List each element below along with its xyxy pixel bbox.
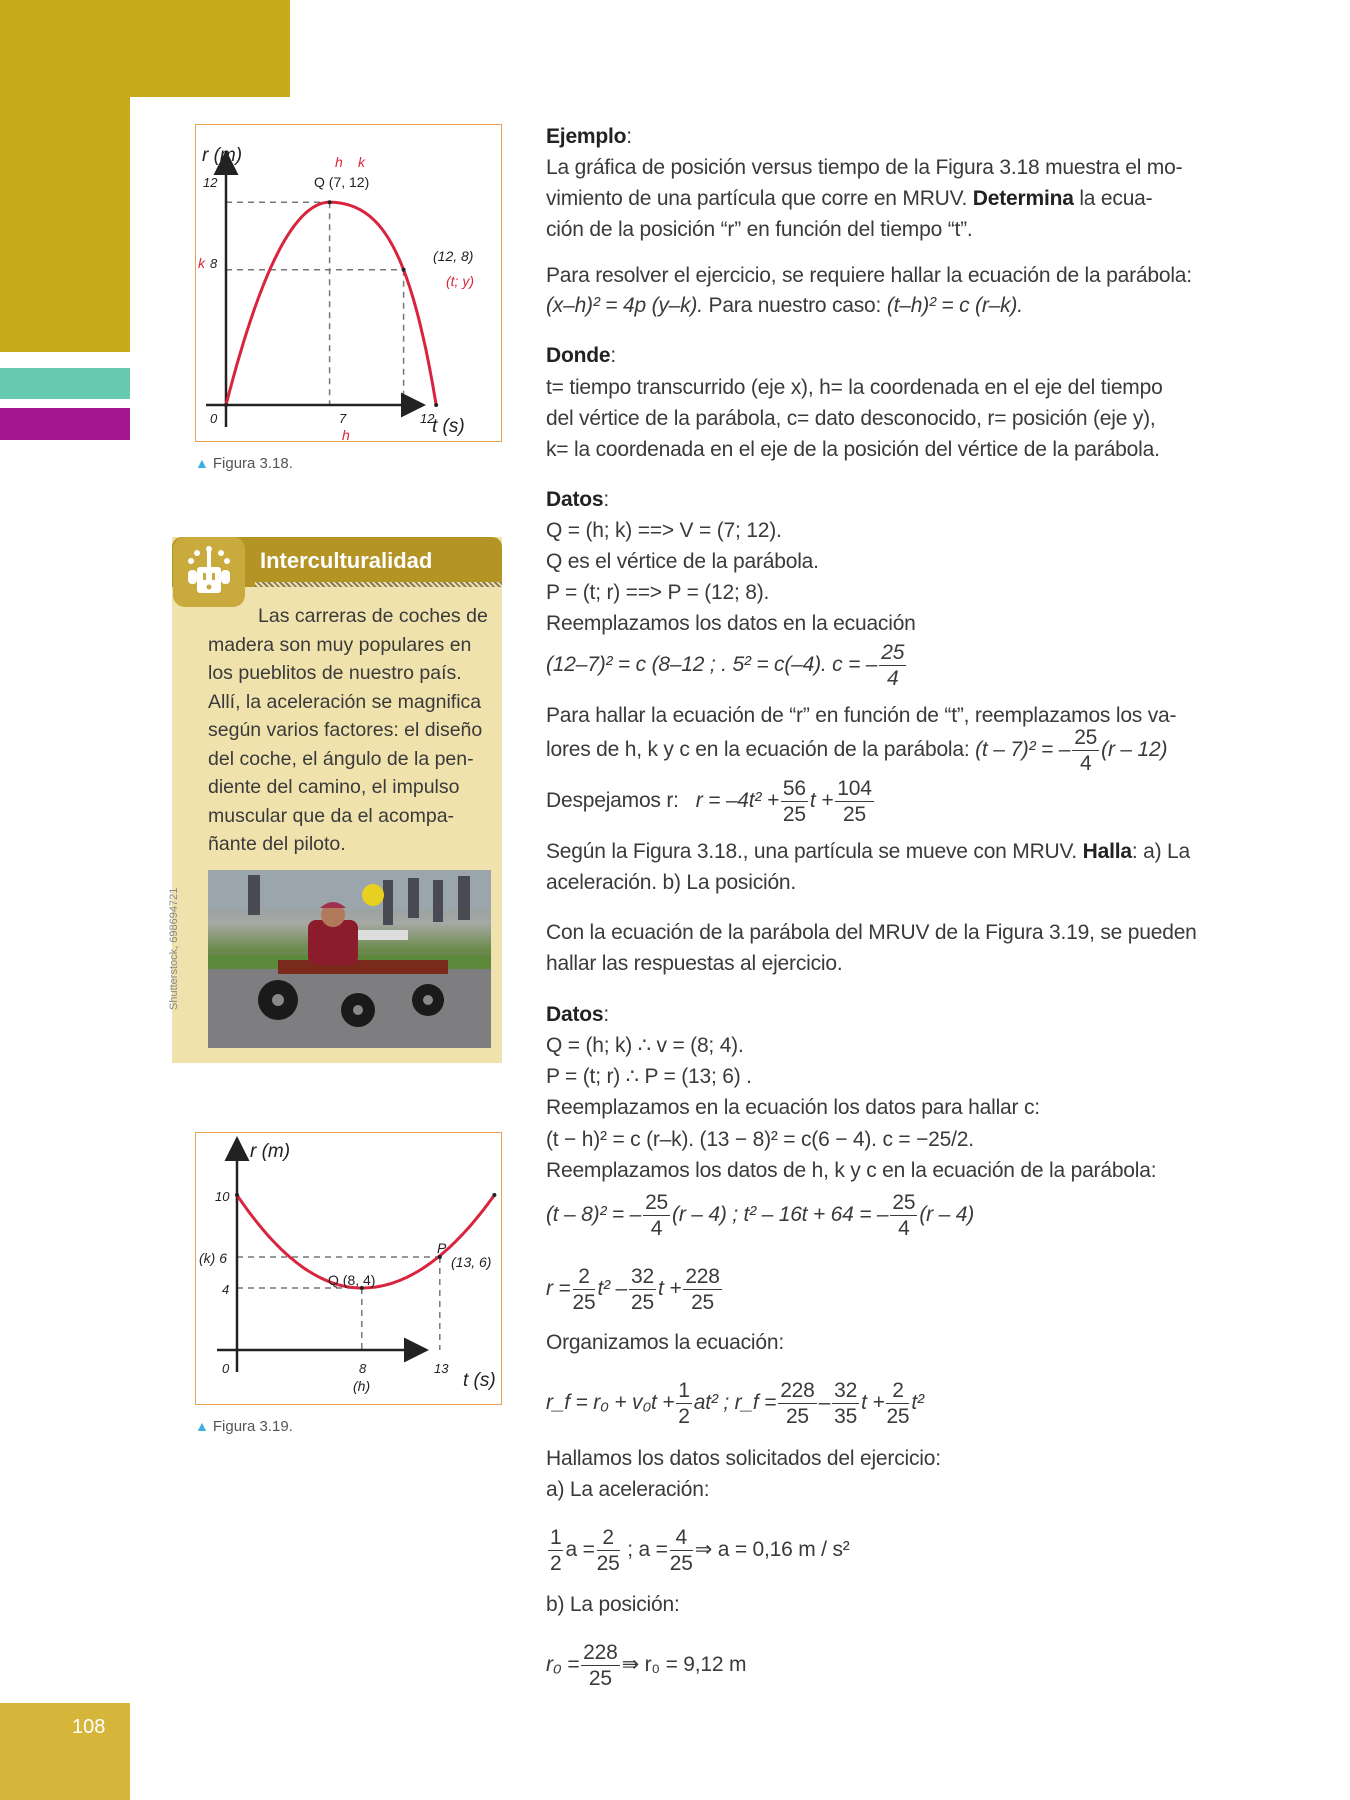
paragraph-line: Con la ecuación de la parábola del MRUV de la Figura 3.19, se pueden	[546, 921, 1197, 944]
data-point	[224, 403, 228, 407]
intercultural-line: diente del camino, el impulso	[208, 776, 460, 798]
equation: (t – 8)² = – $\frac{25}{4}$ (r – 4) ; t² – 16t + 64 = – $\frac{25}{4}$ (r – 4)	[546, 1191, 974, 1240]
equation: $\frac{1}{2}$ a = $\frac{2}{25}$ ; a = $\frac{4}{25}$ ⇒ a = 0,16 m / s²	[550, 1526, 850, 1575]
intercultural-line: Las carreras de coches de	[258, 605, 488, 627]
paragraph-line: b) La posición:	[546, 1593, 680, 1616]
intercultural-line: ñante del piloto.	[208, 833, 346, 855]
data-point	[235, 1193, 239, 1197]
photo-credit: Shutterstock, 698694721	[168, 887, 180, 1010]
page-number-tab	[0, 1703, 130, 1800]
y-tick-10: 10	[215, 1189, 230, 1204]
intercultural-line: madera son muy populares en	[208, 634, 472, 656]
paragraph-line: Para resolver el ejercicio, se requiere hallar la ecuación de la parábola:	[546, 264, 1192, 287]
x-tick-7: 7	[339, 411, 347, 426]
figure-3-18	[195, 124, 502, 442]
page-number: 108	[72, 1716, 106, 1738]
paragraph-line: ción de la posición “r” en función del tiempo “t”.	[546, 218, 973, 241]
equation: r = $\frac{2}{25}$ t² – $\frac{32}{25}$ t + $\frac{228}{25}$	[546, 1265, 720, 1314]
intercultural-line: los pueblitos de nuestro país.	[208, 662, 462, 684]
paragraph-line: vimiento de una partícula que corre en MRUV. Determina la ecua-	[546, 187, 1153, 210]
h-label-top: h	[335, 154, 343, 170]
heading-datos: Datos:	[546, 488, 609, 511]
h-label: (h)	[353, 1378, 371, 1394]
paragraph-line: La gráfica de posición versus tiempo de la Figura 3.18 muestra el mo-	[546, 156, 1183, 179]
x-tick-0: 0	[210, 411, 218, 426]
parabola-curve	[226, 202, 436, 405]
figure-3-18-caption	[195, 455, 293, 472]
paragraph-line: t= tiempo transcurrido (eje x), h= la coordenada en el eje del tiempo	[546, 376, 1163, 399]
heading-datos-2: Datos:	[546, 1003, 609, 1026]
paragraph-line: Q = (h; k) ==> V = (7; 12).	[546, 519, 782, 542]
paragraph-line: Para hallar la ecuación de “r” en función de “t”, reemplazamos los va-	[546, 704, 1177, 727]
caption-text: Figura 3.19.	[212, 1418, 293, 1435]
paragraph-line: Q es el vértice de la parábola.	[546, 550, 819, 573]
x-tick-0: 0	[222, 1361, 230, 1376]
heading-ejemplo: Ejemplo:	[546, 125, 632, 148]
triangle-icon: ▲	[195, 1418, 209, 1434]
intercultural-line: muscular que da el acompa-	[208, 805, 455, 827]
paragraph-line: Reemplazamos los datos de h, k y c en la ecuación de la parábola:	[546, 1159, 1157, 1182]
paragraph-line: del vértice de la parábola, c= dato desconocido, r= posición (eje y),	[546, 407, 1156, 430]
x-tick-12: 12	[420, 411, 435, 426]
h-label-bottom: h	[342, 427, 350, 441]
p-label: P	[437, 1240, 447, 1256]
header-hatch	[255, 582, 502, 587]
paragraph-line: (t − h)² = c (r–k). (13 − 8)² = c(6 − 4). c = −25/2.	[546, 1128, 974, 1151]
x-tick-13: 13	[434, 1361, 449, 1376]
decor-band-top	[0, 0, 290, 97]
paragraph-line: hallar las respuestas al ejercicio.	[546, 952, 843, 975]
k-label: k	[198, 255, 205, 271]
intercultural-line: según varios factores: el diseño	[208, 719, 483, 741]
point-label: (13, 6)	[451, 1254, 492, 1270]
decor-band-magenta	[0, 408, 130, 440]
x-tick-8: 8	[359, 1361, 367, 1376]
equation: r_f = r₀ + v₀t + $\frac{1}{2}$ at² ; r_f = $\frac{228}{25}$ – $\frac{32}{35}$ t + $\frac{2}{25}$ t²	[546, 1379, 924, 1428]
intercultural-line: del coche, el ángulo de la pen-	[208, 748, 474, 770]
chart-3-19	[196, 1133, 501, 1404]
heading-donde: Donde:	[546, 344, 616, 367]
figure-3-19-caption	[195, 1418, 293, 1435]
k-label-top: k	[358, 154, 365, 170]
paragraph-line: (x–h)² = 4p (y–k). Para nuestro caso: (t–h)² = c (r–k).	[546, 294, 1023, 317]
y-tick-6-k: (k) 6	[199, 1250, 227, 1266]
equation: (12–7)² = c (8–12 ; . 5² = c(–4). c = – $\frac{25}{4}$	[546, 641, 905, 690]
intercultural-line: Allí, la aceleración se magnifica	[208, 691, 482, 713]
triangle-icon: ▲	[195, 455, 209, 471]
equation: Despejamos r: r = –4t² + $\frac{56}{25}$ t + $\frac{104}{25}$	[546, 777, 872, 826]
wooden-car-race-photo	[208, 870, 491, 1048]
point-var-label: (t; y)	[446, 273, 474, 289]
paragraph-line: k= la coordenada en el eje de la posición del vértice de la parábola.	[546, 438, 1160, 461]
paragraph-line: Organizamos la ecuación:	[546, 1331, 784, 1354]
paragraph-line: P = (t; r) ∴ P = (13; 6) .	[546, 1065, 752, 1088]
caption-text: Figura 3.18.	[212, 455, 293, 472]
point-label: (12, 8)	[433, 248, 474, 264]
figure-3-19	[195, 1132, 502, 1405]
decor-band-left	[0, 97, 130, 352]
x-axis-label: t (s)	[432, 416, 465, 437]
paragraph-line: Hallamos los datos solicitados del ejercicio:	[546, 1447, 941, 1470]
mask-icon	[173, 537, 245, 607]
interculturalidad-title: Interculturalidad	[260, 548, 433, 573]
equation: lores de h, k y c en la ecuación de la parábola: (t – 7)² = – $\frac{25}{4}$ (r – 12)	[546, 726, 1168, 775]
data-point	[402, 268, 406, 272]
paragraph-line: Según la Figura 3.18., una partícula se mueve con MRUV. Halla: a) La	[546, 840, 1191, 863]
y-axis-label: r (m)	[250, 1141, 291, 1162]
paragraph-line: Reemplazamos los datos en la ecuación	[546, 612, 916, 635]
paragraph-line: a) La aceleración:	[546, 1478, 710, 1501]
paragraph-line: P = (t; r) ==> P = (12; 8).	[546, 581, 770, 604]
y-tick-4: 4	[222, 1282, 230, 1297]
y-tick-12: 12	[203, 175, 218, 190]
chart-3-18	[196, 125, 501, 441]
data-point	[328, 200, 332, 204]
data-point	[492, 1193, 496, 1197]
paragraph-line: Reemplazamos en la ecuación los datos para hallar c:	[546, 1096, 1040, 1119]
paragraph-line: Q = (h; k) ∴ v = (8; 4).	[546, 1034, 744, 1057]
y-axis-label: r (m)	[202, 145, 243, 166]
paragraph-line: aceleración. b) La posición.	[546, 871, 797, 894]
x-axis-label: t (s)	[463, 1370, 496, 1391]
decor-band-teal	[0, 368, 130, 399]
equation: r₀ = $\frac{228}{25}$ ⇛ r₀ = 9,12 m	[546, 1641, 747, 1690]
data-point	[434, 403, 438, 407]
vertex-label: Q (7, 12)	[314, 174, 370, 190]
vertex-label: Q (8, 4)	[328, 1272, 376, 1288]
y-tick-8: 8	[210, 256, 218, 271]
